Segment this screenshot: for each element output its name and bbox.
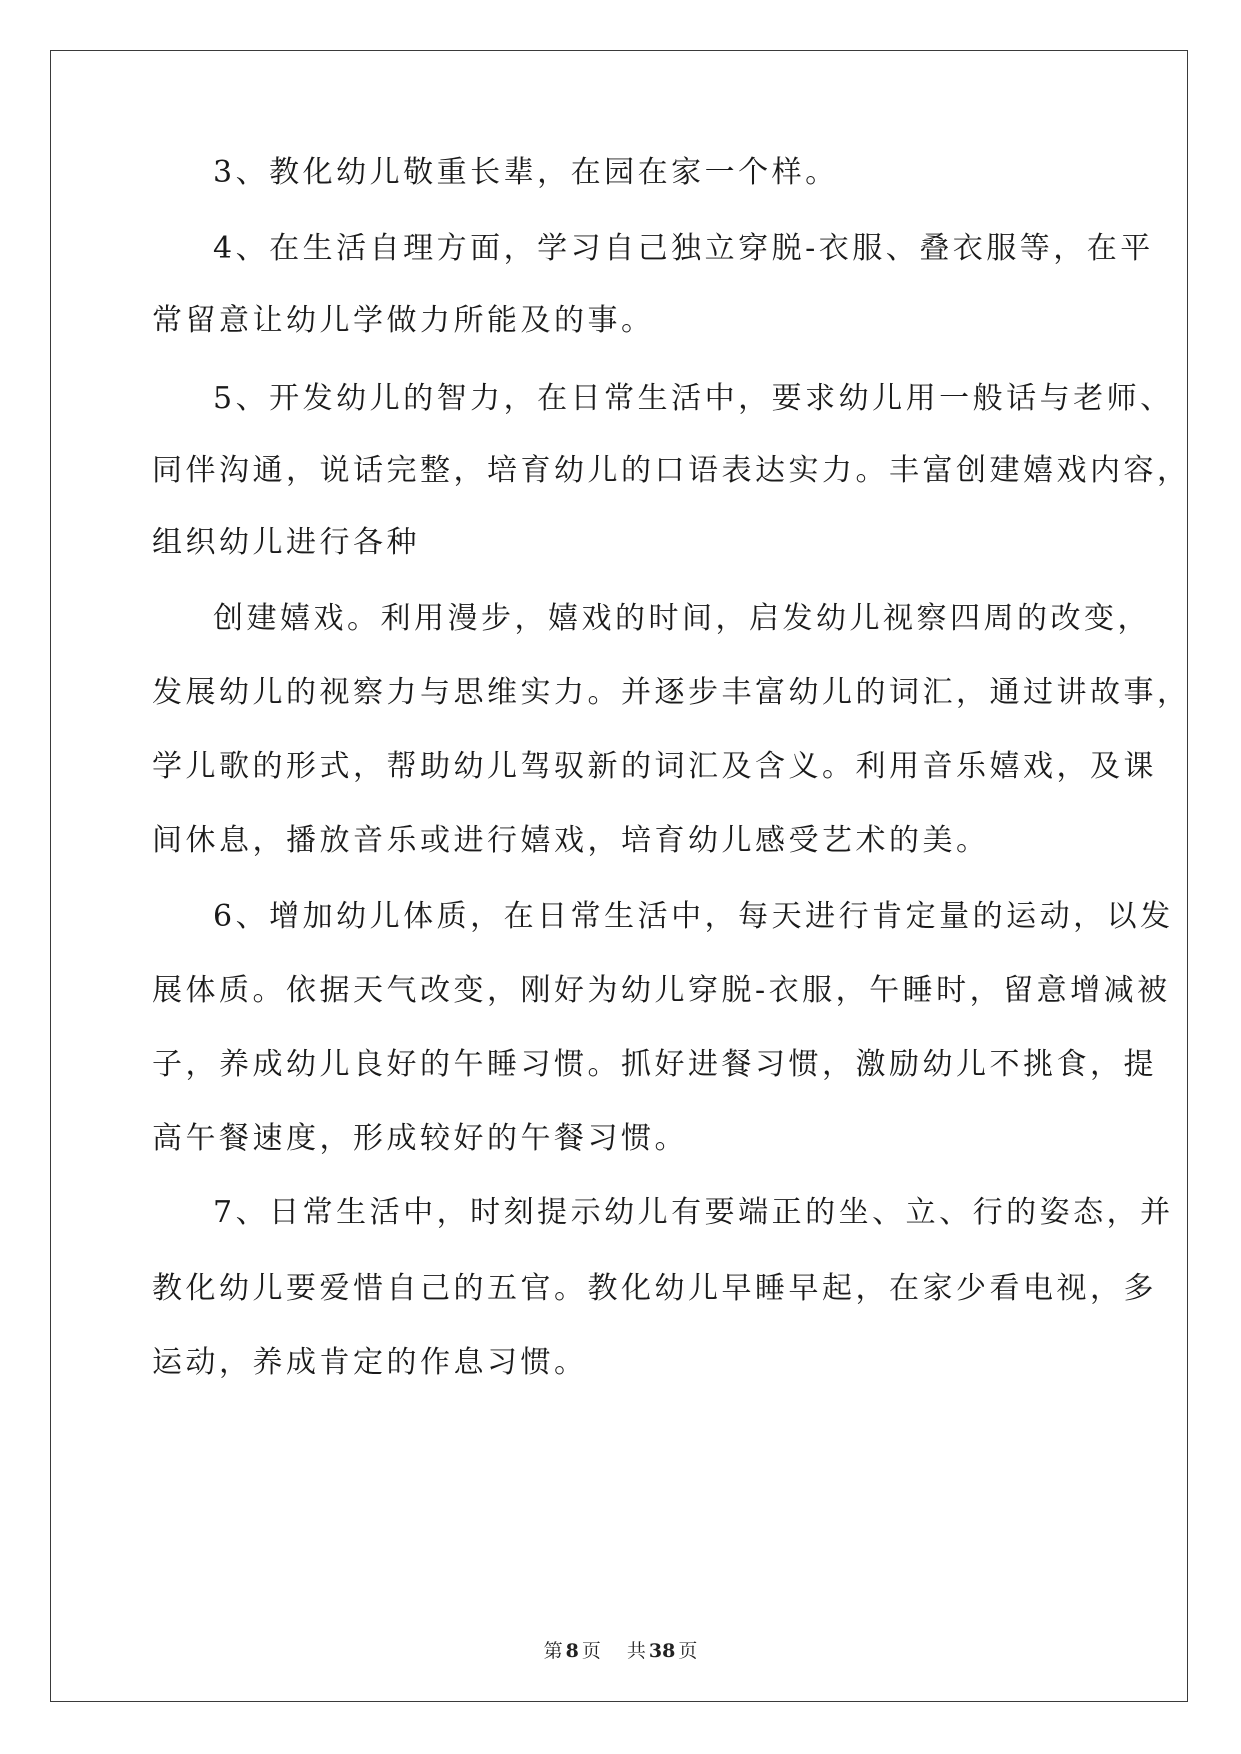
page-number: 第 8 页	[543, 1640, 601, 1662]
paragraph-7-line-3: 运动，养成肯定的作息习惯。	[152, 1345, 588, 1380]
paragraph-5-line-2: 同伴沟通，说话完整，培育幼儿的口语表达实力。丰富创建嬉戏内容，	[152, 453, 1191, 488]
paragraph-5b-line-1: 创建嬉戏。利用漫步，嬉戏的时间，启发幼儿视察四周的改变，	[213, 601, 1151, 636]
paragraph-6-line-2: 展体质。依据天气改变，刚好为幼儿穿脱-衣服，午睡时，留意增减被	[152, 973, 1171, 1008]
paragraph-4-line-1: 4、在生活自理方面，学习自己独立穿脱-衣服、叠衣服等，在平	[213, 231, 1154, 266]
paragraph-7-line-1: 7、日常生活中，时刻提示幼儿有要端正的坐、立、行的姿态，并	[213, 1195, 1174, 1230]
page-total: 共 38 页	[626, 1640, 698, 1662]
paragraph-5b-line-3: 学儿歌的形式，帮助幼儿驾驭新的词汇及含义。利用音乐嬉戏，及课	[152, 749, 1157, 784]
paragraph-7-line-2: 教化幼儿要爱惜自己的五官。教化幼儿早睡早起，在家少看电视，多	[152, 1271, 1157, 1306]
paragraph-3: 3、教化幼儿敬重长辈，在园在家一个样。	[213, 155, 839, 190]
paragraph-5b-line-2: 发展幼儿的视察力与思维实力。并逐步丰富幼儿的词汇，通过讲故事，	[152, 675, 1191, 710]
paragraph-5-line-3: 组织幼儿进行各种	[152, 525, 420, 560]
paragraph-4-line-2: 常留意让幼儿学做力所能及的事。	[152, 303, 655, 338]
paragraph-5-line-1: 5、开发幼儿的智力，在日常生活中，要求幼儿用一般话与老师、	[213, 381, 1174, 416]
paragraph-6-line-3: 子，养成幼儿良好的午睡习惯。抓好进餐习惯，激励幼儿不挑食，提	[152, 1047, 1157, 1082]
page-border	[50, 50, 1188, 1702]
paragraph-5b-line-4: 间休息，播放音乐或进行嬉戏，培育幼儿感受艺术的美。	[152, 823, 990, 858]
paragraph-6-line-4: 高午餐速度，形成较好的午餐习惯。	[152, 1121, 688, 1156]
page-footer	[0, 1636, 1241, 1663]
paragraph-6-line-1: 6、增加幼儿体质，在日常生活中，每天进行肯定量的运动，以发	[213, 899, 1174, 934]
